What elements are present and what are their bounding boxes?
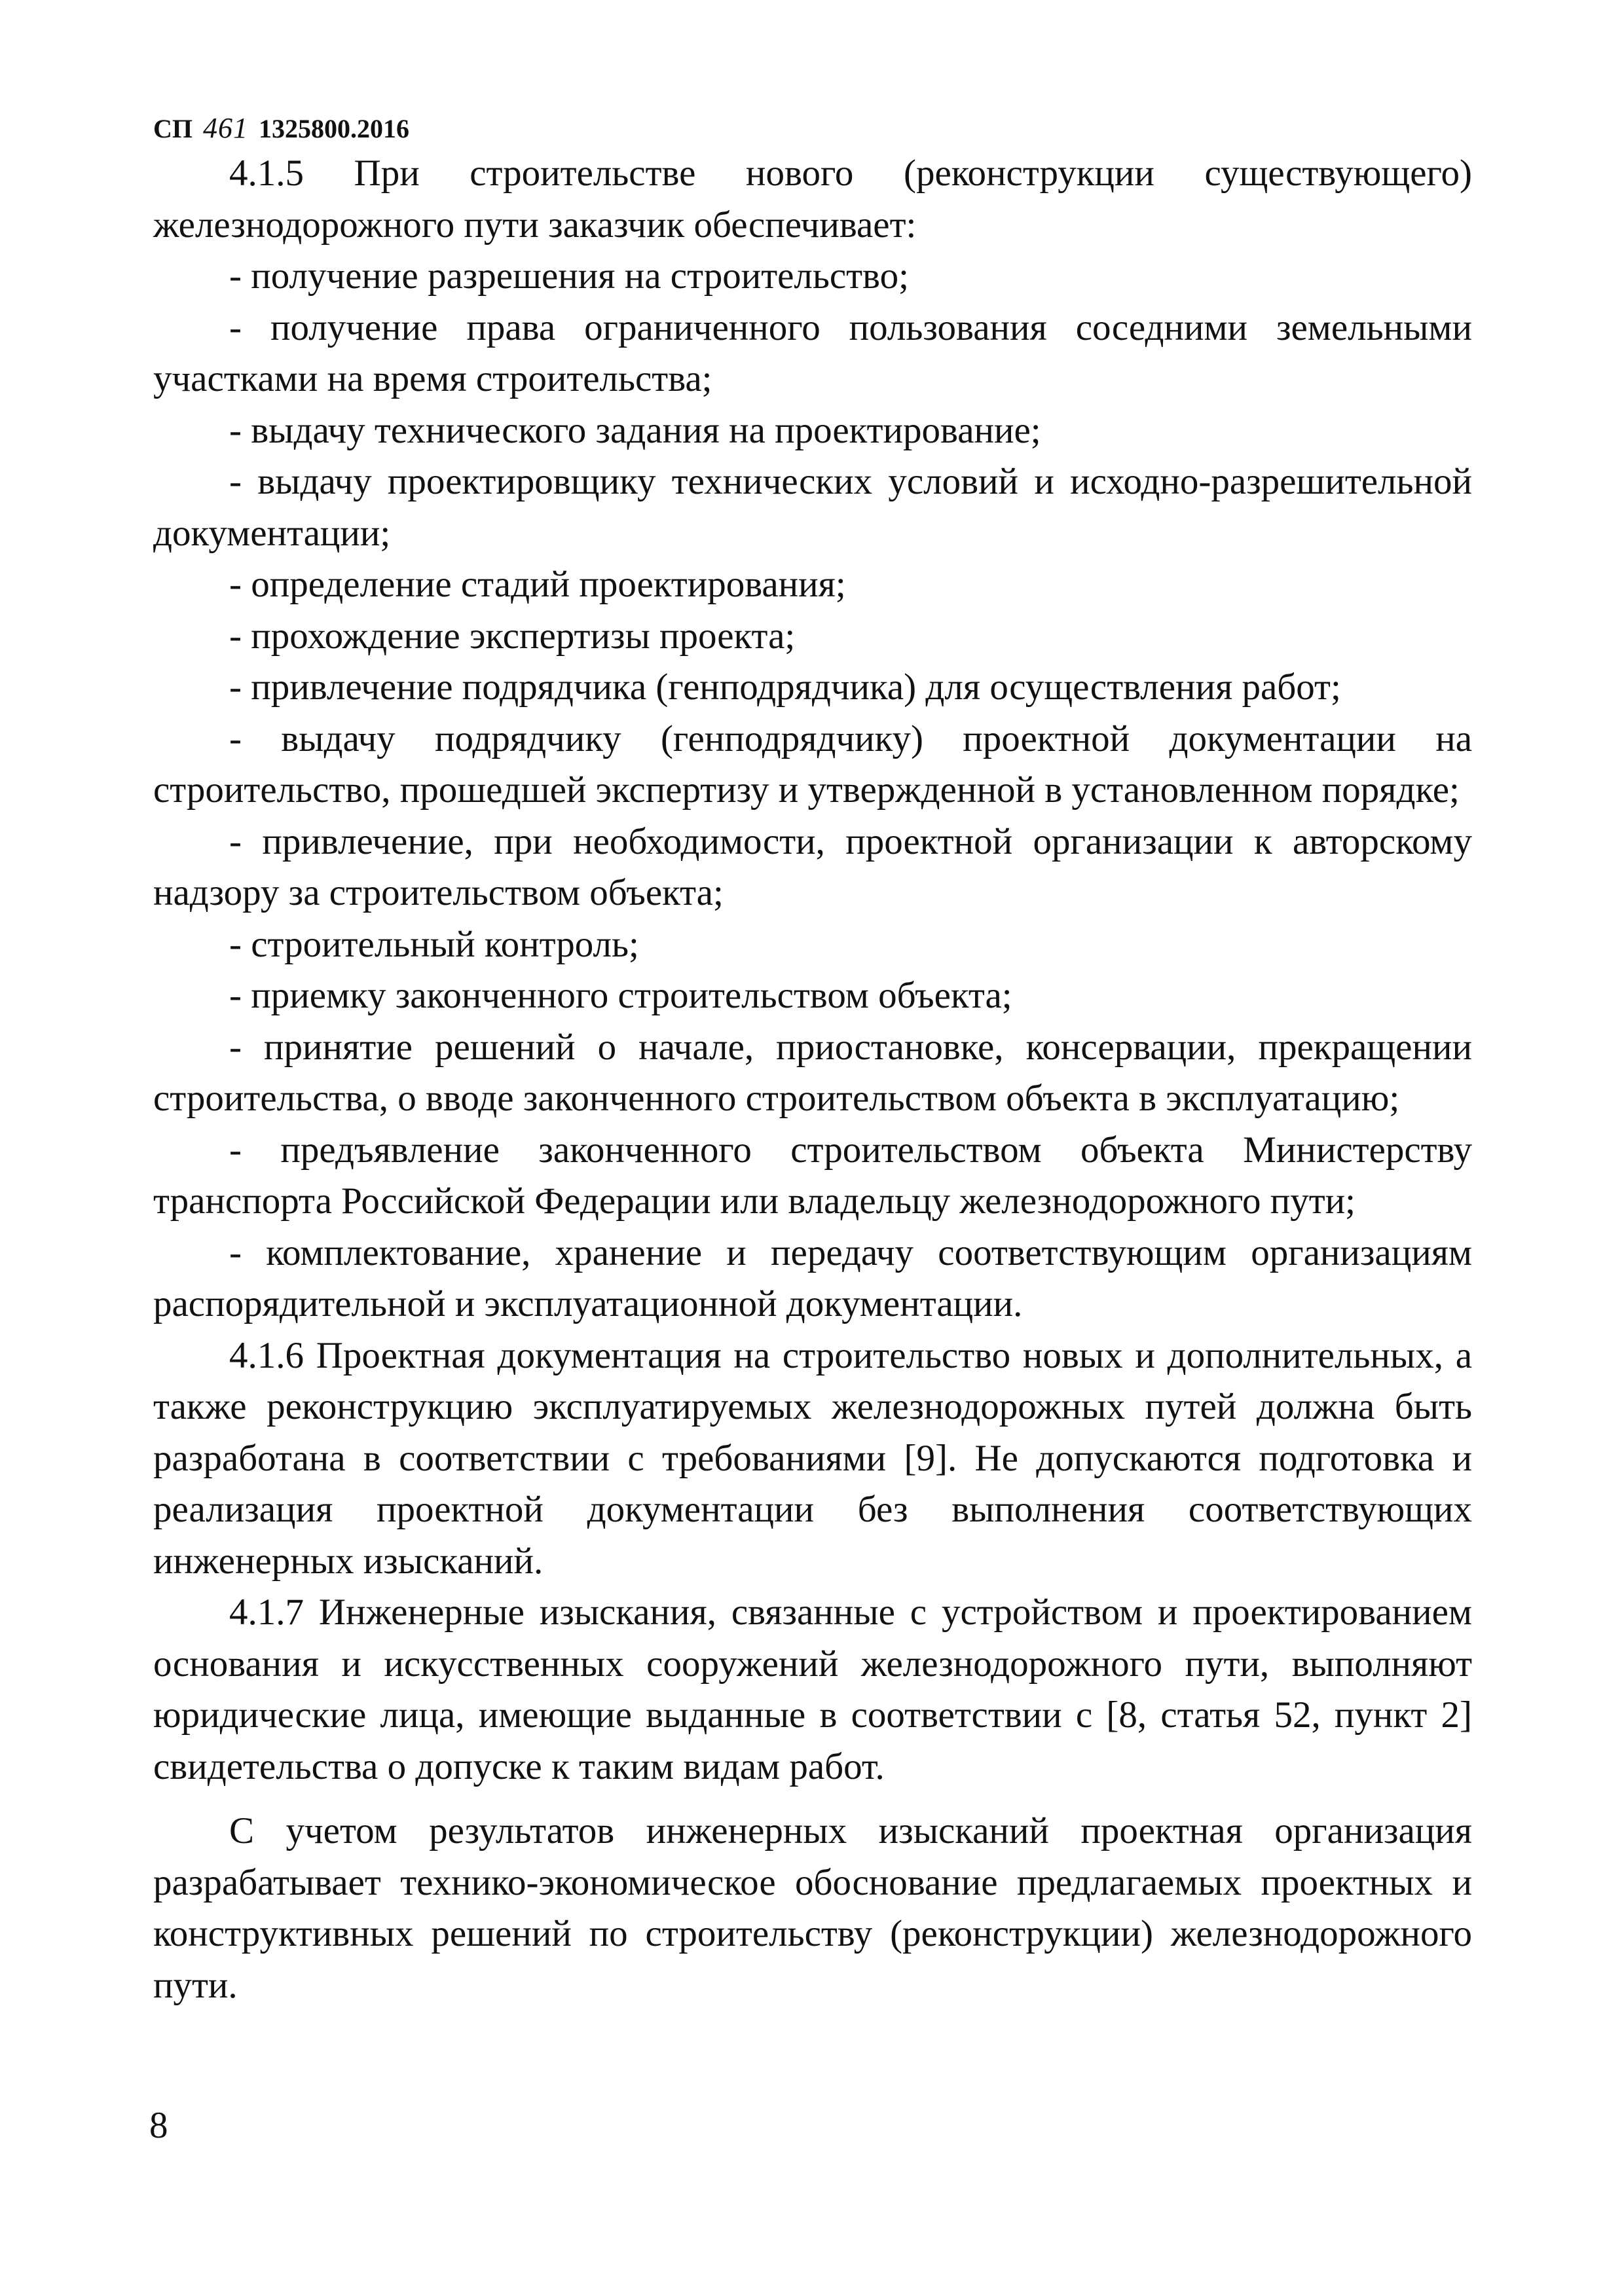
- list-item: - строительный контроль;: [229, 923, 639, 965]
- list-item: - выдачу подрядчику (генподрядчику) проектной документации на строительство, прошедшей экспертизу и утвержденной в установленном порядке;: [153, 718, 1472, 811]
- list-item: - привлечение подрядчика (генподрядчика) для осуществления работ;: [229, 666, 1341, 708]
- list-item: - привлечение, при необходимости, проектной организации к авторскому надзору за строительством объекта;: [153, 820, 1472, 913]
- header-prefix: СП: [153, 114, 193, 143]
- header-handwritten-number: 461: [203, 112, 248, 144]
- list-item: - получение права ограниченного пользования соседними земельными участками на время строительства;: [153, 306, 1472, 399]
- document-body: [153, 148, 1472, 2011]
- list-item: - выдачу проектировщику технических условий и исходно-разрешительной документации;: [153, 461, 1472, 554]
- list-item: - определение стадий проектирования;: [229, 564, 846, 605]
- page-number: 8: [149, 2105, 168, 2146]
- list-item: - принятие решений о начале, приостановке, консервации, прекращении строительства, о вводе законченного строительством объекта в эксплуатацию;: [153, 1026, 1472, 1119]
- header-code: 1325800.2016: [259, 114, 409, 143]
- list-item: - получение разрешения на строительство;: [229, 255, 909, 297]
- document-header: [153, 110, 409, 147]
- list-item: - прохождение экспертизы проекта;: [229, 615, 796, 657]
- list-item: - приемку законченного строительством объекта;: [229, 975, 1012, 1016]
- paragraph-4-1-7: 4.1.7 Инженерные изыскания, связанные с устройством и проектированием основания и искусственных сооружений железнодорожного пути, выполняют юридические лица, имеющие выданные в соответствии с [8, статья 52, пункт 2] свидетельства о допуске к таким видам работ.: [153, 1592, 1472, 1787]
- paragraph-4-1-6: 4.1.6 Проектная документация на строительство новых и дополнительных, а также реконструкцию эксплуатируемых железнодорожных путей должна быть разработана в соответствии с требованиями [9]. Не допускаются подготовка и реализация проектной документации без выполнения соответствующих инженерных изысканий.: [153, 1334, 1472, 1582]
- paragraph-survey-results: С учетом результатов инженерных изысканий проектная организация разрабатывает технико-экономическое обоснование предлагаемых проектных и конструктивных решений по строительству (реконструкции) железнодорожного пути.: [153, 1810, 1472, 2006]
- list-item: - комплектование, хранение и передачу соответствующим организациям распорядительной и эксплуатационной документации.: [153, 1231, 1472, 1324]
- paragraph-4-1-5: 4.1.5 При строительстве нового (реконструкции существующего) железнодорожного пути заказчик обеспечивает:: [153, 153, 1472, 246]
- list-item: - выдачу технического задания на проектирование;: [229, 409, 1041, 451]
- list-item: - предъявление законченного строительством объекта Министерству транспорта Российской Федерации или владельцу железнодорожного пути;: [153, 1129, 1472, 1222]
